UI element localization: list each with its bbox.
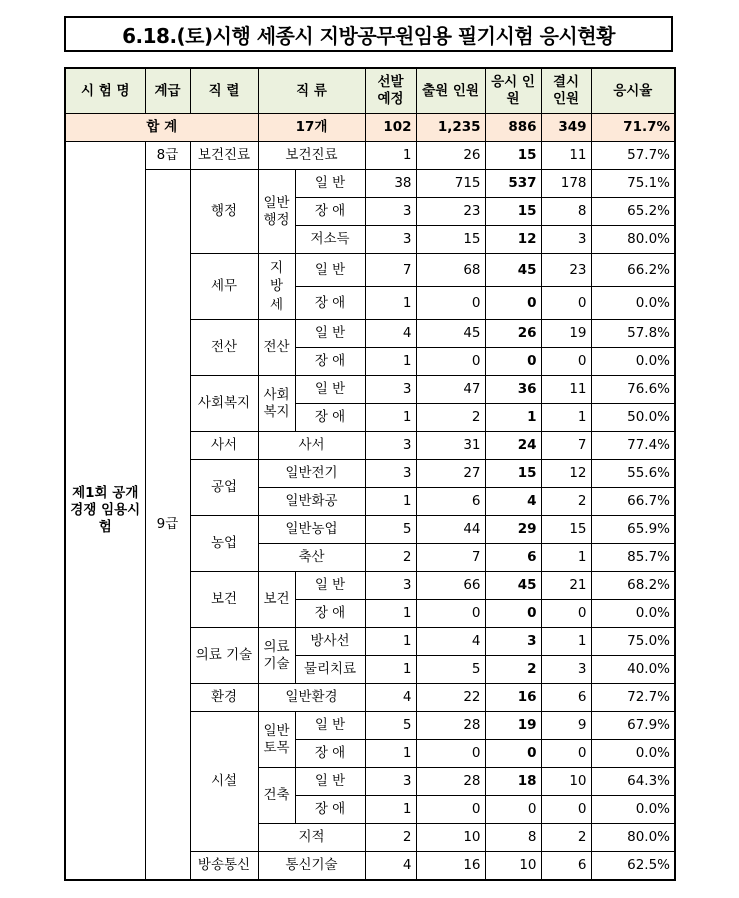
- applied-cell: 5: [416, 656, 485, 684]
- applied-cell: 16: [416, 852, 485, 881]
- applied-cell: 7: [416, 544, 485, 572]
- attended-cell: 26: [485, 320, 541, 348]
- category-cell: 저소득: [295, 226, 365, 254]
- series-health-medical: 보건진료: [190, 142, 258, 170]
- planned-cell: 4: [365, 684, 416, 712]
- applied-cell: 4: [416, 628, 485, 656]
- rate-cell: 0.0%: [591, 348, 675, 376]
- header-planned: 선발 예정: [365, 68, 416, 114]
- applied-cell: 715: [416, 170, 485, 198]
- absent-cell: 1: [541, 544, 591, 572]
- absent-cell: 6: [541, 852, 591, 881]
- applied-cell: 44: [416, 516, 485, 544]
- series-agriculture: 농업: [190, 516, 258, 572]
- sub-health: 보건: [258, 572, 295, 628]
- rate-cell: 75.0%: [591, 628, 675, 656]
- absent-cell: 0: [541, 287, 591, 320]
- rate-cell: 65.2%: [591, 198, 675, 226]
- absent-cell: 11: [541, 142, 591, 170]
- planned-cell: 1: [365, 488, 416, 516]
- planned-cell: 1: [365, 600, 416, 628]
- absent-cell: 8: [541, 198, 591, 226]
- category-cell: 일 반: [295, 712, 365, 740]
- header-rate: 응시율: [591, 68, 675, 114]
- attended-cell: 1: [485, 404, 541, 432]
- applied-cell: 0: [416, 796, 485, 824]
- header-exam-name: 시 험 명: [65, 68, 145, 114]
- sub-local-tax: 지 방 세: [258, 254, 295, 320]
- exam-status-table: [64, 67, 676, 881]
- category-cell: 지적: [258, 824, 365, 852]
- header-grade: 계급: [145, 68, 190, 114]
- series-social-welfare: 사회복지: [190, 376, 258, 432]
- sub-general-admin: 일반 행정: [258, 170, 295, 254]
- category-cell: 일 반: [295, 376, 365, 404]
- category-cell: 일반전기: [258, 460, 365, 488]
- planned-cell: 2: [365, 544, 416, 572]
- applied-cell: 0: [416, 740, 485, 768]
- rate-cell: 72.7%: [591, 684, 675, 712]
- applied-cell: 6: [416, 488, 485, 516]
- rate-cell: 55.6%: [591, 460, 675, 488]
- category-cell: 장 애: [295, 348, 365, 376]
- total-row: [65, 114, 675, 142]
- absent-cell: 0: [541, 740, 591, 768]
- total-category-count: 17개: [258, 114, 365, 142]
- category-cell: 물리치료: [295, 656, 365, 684]
- absent-cell: 19: [541, 320, 591, 348]
- applied-cell: 27: [416, 460, 485, 488]
- rate-cell: 75.1%: [591, 170, 675, 198]
- rate-cell: 68.2%: [591, 572, 675, 600]
- rate-cell: 80.0%: [591, 226, 675, 254]
- category-cell: 일 반: [295, 170, 365, 198]
- attended-cell: 0: [485, 600, 541, 628]
- absent-cell: 23: [541, 254, 591, 287]
- series-facility: 시설: [190, 712, 258, 852]
- absent-cell: 21: [541, 572, 591, 600]
- category-cell: 일 반: [295, 254, 365, 287]
- rate-cell: 77.4%: [591, 432, 675, 460]
- total-planned: 102: [365, 114, 416, 142]
- rate-cell: 40.0%: [591, 656, 675, 684]
- attended-cell: 0: [485, 287, 541, 320]
- attended-cell: 15: [485, 142, 541, 170]
- applied-cell: 68: [416, 254, 485, 287]
- rate-cell: 62.5%: [591, 852, 675, 881]
- absent-cell: 1: [541, 628, 591, 656]
- attended-cell: 6: [485, 544, 541, 572]
- attended-cell: 29: [485, 516, 541, 544]
- attended-cell: 12: [485, 226, 541, 254]
- category-cell: 일 반: [295, 320, 365, 348]
- absent-cell: 1: [541, 404, 591, 432]
- planned-cell: 3: [365, 226, 416, 254]
- applied-cell: 47: [416, 376, 485, 404]
- exam-name-cell: 제1회 공개경쟁 임용시험: [65, 142, 145, 881]
- planned-cell: 5: [365, 712, 416, 740]
- planned-cell: 1: [365, 656, 416, 684]
- category-cell: 장 애: [295, 600, 365, 628]
- category-cell: 일반농업: [258, 516, 365, 544]
- attended-cell: 8: [485, 824, 541, 852]
- total-absent: 349: [541, 114, 591, 142]
- planned-cell: 1: [365, 404, 416, 432]
- planned-cell: 3: [365, 376, 416, 404]
- applied-cell: 26: [416, 142, 485, 170]
- rate-cell: 66.7%: [591, 488, 675, 516]
- category-cell: 보건진료: [258, 142, 365, 170]
- applied-cell: 0: [416, 348, 485, 376]
- planned-cell: 4: [365, 852, 416, 881]
- rate-cell: 85.7%: [591, 544, 675, 572]
- category-cell: 일 반: [295, 768, 365, 796]
- total-applied: 1,235: [416, 114, 485, 142]
- absent-cell: 2: [541, 824, 591, 852]
- planned-cell: 3: [365, 460, 416, 488]
- applied-cell: 0: [416, 600, 485, 628]
- rate-cell: 0.0%: [591, 740, 675, 768]
- planned-cell: 1: [365, 287, 416, 320]
- planned-cell: 3: [365, 432, 416, 460]
- sub-computing: 전산: [258, 320, 295, 376]
- category-cell: 일 반: [295, 572, 365, 600]
- category-cell: 통신기술: [258, 852, 365, 881]
- header-row: [65, 68, 675, 114]
- absent-cell: 0: [541, 796, 591, 824]
- attended-cell: 537: [485, 170, 541, 198]
- series-health: 보건: [190, 572, 258, 628]
- applied-cell: 22: [416, 684, 485, 712]
- rate-cell: 65.9%: [591, 516, 675, 544]
- rate-cell: 50.0%: [591, 404, 675, 432]
- attended-cell: 15: [485, 460, 541, 488]
- rate-cell: 0.0%: [591, 600, 675, 628]
- rate-cell: 67.9%: [591, 712, 675, 740]
- planned-cell: 1: [365, 628, 416, 656]
- planned-cell: 5: [365, 516, 416, 544]
- series-medical-tech: 의료 기술: [190, 628, 258, 684]
- absent-cell: 15: [541, 516, 591, 544]
- sub-civil: 일반 토목: [258, 712, 295, 768]
- sub-architecture: 건축: [258, 768, 295, 824]
- planned-cell: 4: [365, 320, 416, 348]
- total-label: 합 계: [65, 114, 258, 142]
- rate-cell: 57.7%: [591, 142, 675, 170]
- absent-cell: 0: [541, 600, 591, 628]
- total-attended: 886: [485, 114, 541, 142]
- planned-cell: 3: [365, 198, 416, 226]
- category-cell: 일반환경: [258, 684, 365, 712]
- attended-cell: 19: [485, 712, 541, 740]
- total-rate: 71.7%: [591, 114, 675, 142]
- attended-cell: 3: [485, 628, 541, 656]
- planned-cell: 1: [365, 796, 416, 824]
- header-absent: 결시 인원: [541, 68, 591, 114]
- planned-cell: 3: [365, 768, 416, 796]
- attended-cell: 36: [485, 376, 541, 404]
- category-cell: 장 애: [295, 796, 365, 824]
- applied-cell: 66: [416, 572, 485, 600]
- applied-cell: 28: [416, 768, 485, 796]
- absent-cell: 12: [541, 460, 591, 488]
- planned-cell: 2: [365, 824, 416, 852]
- planned-cell: 1: [365, 740, 416, 768]
- series-librarian: 사서: [190, 432, 258, 460]
- applied-cell: 0: [416, 287, 485, 320]
- attended-cell: 16: [485, 684, 541, 712]
- applied-cell: 28: [416, 712, 485, 740]
- rate-cell: 0.0%: [591, 287, 675, 320]
- header-applied: 출원 인원: [416, 68, 485, 114]
- category-cell: 축산: [258, 544, 365, 572]
- attended-cell: 0: [485, 740, 541, 768]
- attended-cell: 4: [485, 488, 541, 516]
- rate-cell: 57.8%: [591, 320, 675, 348]
- absent-cell: 10: [541, 768, 591, 796]
- planned-cell: 38: [365, 170, 416, 198]
- attended-cell: 10: [485, 852, 541, 881]
- category-cell: 방사선: [295, 628, 365, 656]
- series-computing: 전산: [190, 320, 258, 376]
- absent-cell: 3: [541, 226, 591, 254]
- applied-cell: 45: [416, 320, 485, 348]
- attended-cell: 18: [485, 768, 541, 796]
- attended-cell: 15: [485, 198, 541, 226]
- sub-social-welfare: 사회 복지: [258, 376, 295, 432]
- grade-8-cell: 8급: [145, 142, 190, 170]
- attended-cell: 0: [485, 796, 541, 824]
- category-cell: 장 애: [295, 287, 365, 320]
- series-industry: 공업: [190, 460, 258, 516]
- header-series: 직 렬: [190, 68, 258, 114]
- absent-cell: 9: [541, 712, 591, 740]
- rate-cell: 80.0%: [591, 824, 675, 852]
- planned-cell: 1: [365, 142, 416, 170]
- attended-cell: 45: [485, 572, 541, 600]
- absent-cell: 7: [541, 432, 591, 460]
- category-cell: 장 애: [295, 198, 365, 226]
- planned-cell: 7: [365, 254, 416, 287]
- absent-cell: 0: [541, 348, 591, 376]
- page-title: 6.18.(토)시행 세종시 지방공무원임용 필기시험 응시현황: [64, 16, 673, 52]
- absent-cell: 3: [541, 656, 591, 684]
- rate-cell: 66.2%: [591, 254, 675, 287]
- header-attended: 응시 인원: [485, 68, 541, 114]
- rate-cell: 0.0%: [591, 796, 675, 824]
- series-environment: 환경: [190, 684, 258, 712]
- table-row: [65, 142, 675, 170]
- applied-cell: 10: [416, 824, 485, 852]
- category-cell: 장 애: [295, 404, 365, 432]
- header-category: 직 류: [258, 68, 365, 114]
- applied-cell: 31: [416, 432, 485, 460]
- grade-9-cell: 9급: [145, 170, 190, 881]
- attended-cell: 45: [485, 254, 541, 287]
- rate-cell: 76.6%: [591, 376, 675, 404]
- series-admin: 행정: [190, 170, 258, 254]
- series-broadcast: 방송통신: [190, 852, 258, 881]
- category-cell: 사서: [258, 432, 365, 460]
- absent-cell: 2: [541, 488, 591, 516]
- absent-cell: 178: [541, 170, 591, 198]
- absent-cell: 6: [541, 684, 591, 712]
- attended-cell: 0: [485, 348, 541, 376]
- series-tax: 세무: [190, 254, 258, 320]
- applied-cell: 2: [416, 404, 485, 432]
- absent-cell: 11: [541, 376, 591, 404]
- attended-cell: 24: [485, 432, 541, 460]
- attended-cell: 2: [485, 656, 541, 684]
- planned-cell: 1: [365, 348, 416, 376]
- applied-cell: 23: [416, 198, 485, 226]
- applied-cell: 15: [416, 226, 485, 254]
- table-row: [65, 170, 675, 198]
- planned-cell: 3: [365, 572, 416, 600]
- sub-medical-tech: 의료 기술: [258, 628, 295, 684]
- rate-cell: 64.3%: [591, 768, 675, 796]
- category-cell: 일반화공: [258, 488, 365, 516]
- category-cell: 장 애: [295, 740, 365, 768]
